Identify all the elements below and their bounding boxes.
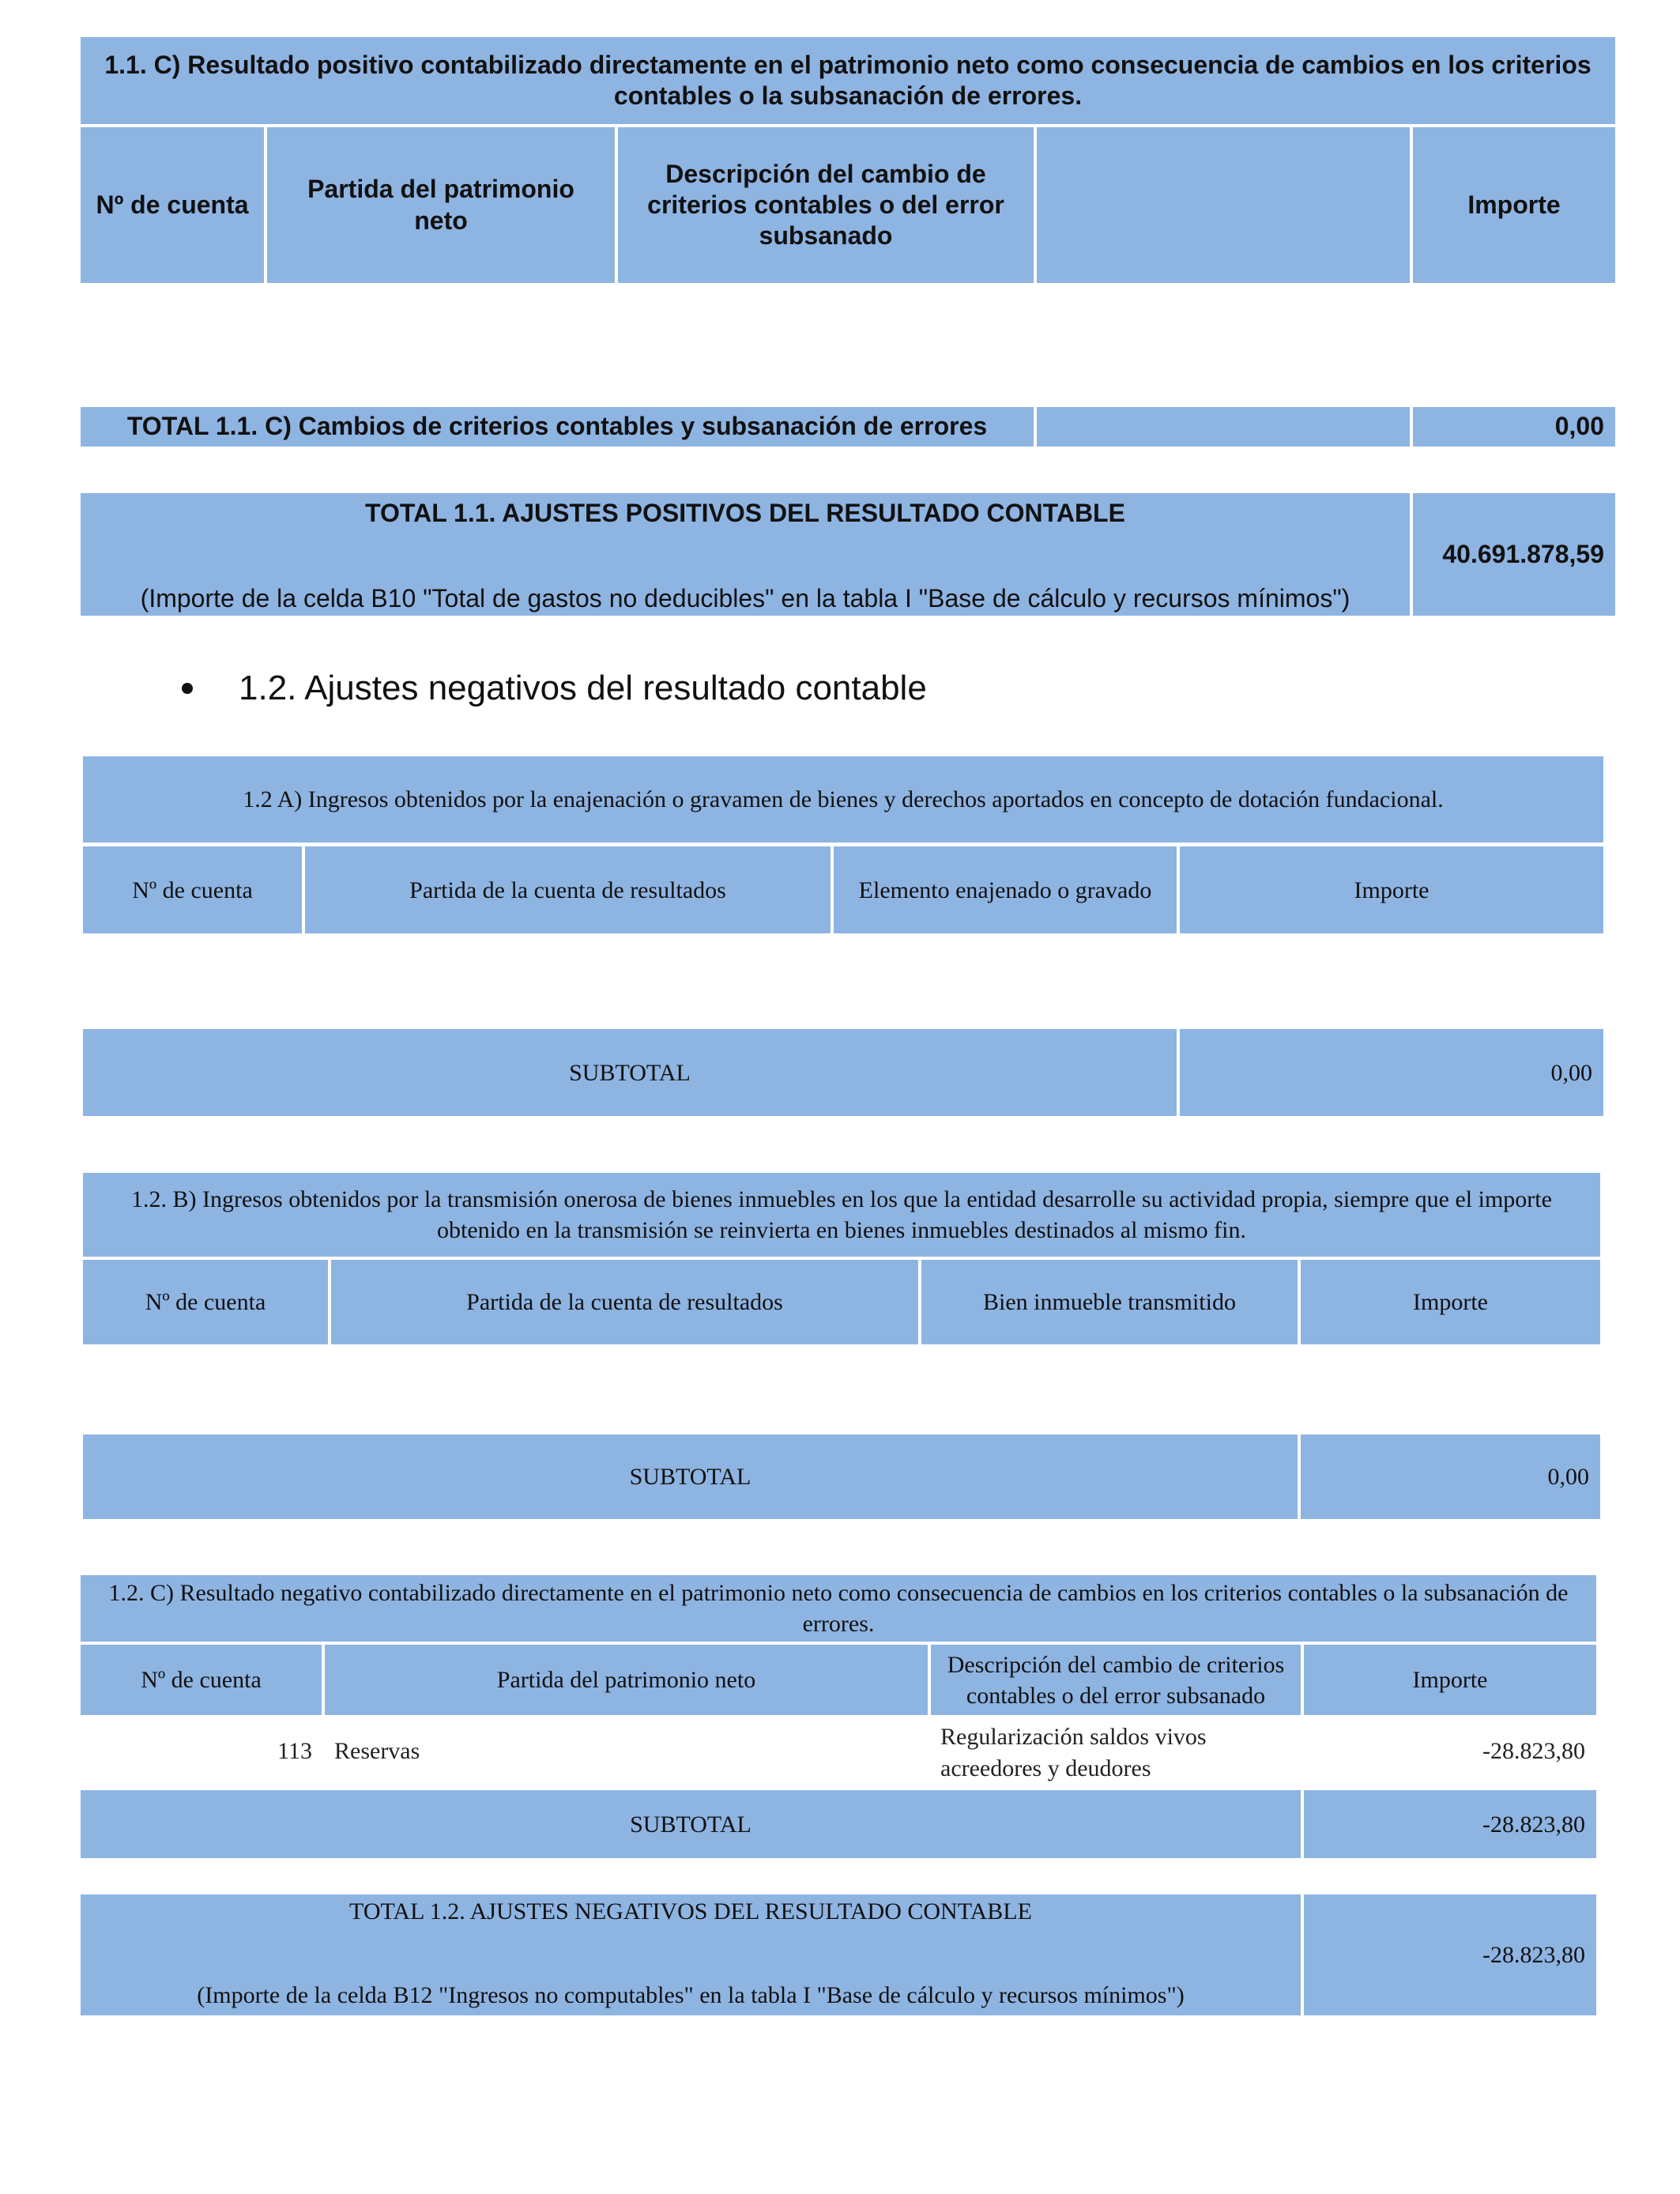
header-text: Descripción del cambio de criterios contables o del error subsanado [947,1651,1285,1709]
section-title-text: 1.1. C) Resultado positivo contabilizado directamente en el patrimonio neto como consecuencia de cambios en los criterios contables o la subsanación de errores. [104,50,1591,110]
col-header-results-item [331,1260,918,1344]
col-header-amount [1304,1645,1596,1715]
total-1-1-c-value [1413,407,1615,447]
subtotal-label-text: SUBTOTAL [630,1811,751,1838]
section-title-text: 1.2 A) Ingresos obtenidos por la enajenación o gravamen de bienes y derechos aportados en concepto de dotación fundacional. [243,786,1444,812]
header-text: Importe [1354,876,1430,903]
section-1-2-heading [182,669,927,708]
total-1-2-note: (Importe de la celda B12 "Ingresos no computables" en la tabla I "Base de cálculo y recursos mínimos") [197,1982,1185,2008]
section-1-2-b-title [83,1173,1600,1257]
subtotal-1-2-a-label [83,1029,1177,1116]
header-text: Elemento enajenado o gravado [858,876,1152,903]
col-header-account [81,127,264,283]
row-equity-item [334,1736,887,1766]
col-header-description [618,127,1034,283]
total-1-2-value [1304,1894,1596,2015]
cell-text: Regularización saldos vivos acreedores y deudores [940,1724,1207,1781]
col-header-property [921,1260,1298,1344]
header-text: Importe [1412,1667,1488,1693]
header-text: Importe [1413,1289,1488,1315]
section-1-2-a-title [83,756,1603,843]
section-1-2-heading-text: 1.2. Ajustes negativos del resultado contable [239,669,927,707]
subtotal-1-2-c-label [81,1790,1301,1858]
section-1-1-c-title [81,37,1615,124]
bullet-icon [182,683,193,694]
total-1-1-c-empty-cell [1037,407,1410,447]
subtotal-1-2-b-label [83,1434,1298,1519]
col-header-account [83,1260,328,1344]
subtotal-label-text: SUBTOTAL [569,1059,691,1086]
subtotal-1-2-b-value [1301,1434,1600,1519]
total-1-1-value [1413,493,1615,616]
row-description [940,1721,1256,1784]
section-title-text: 1.2. B) Ingresos obtenidos por la transmisión onerosa de bienes inmuebles en los que la entidad desarrolle su actividad propia, siempre que el importe obtenido en la transmisión se reinvierta en bienes inmuebles destinados al mismo fin. [131,1186,1552,1243]
col-header-equity-item [325,1645,928,1715]
header-text: Partida del patrimonio neto [307,175,574,235]
total-value-text: 0,00 [1554,412,1604,441]
col-header-equity-item [267,127,615,283]
header-text: Nº de cuenta [141,1667,262,1693]
col-header-amount [1301,1260,1600,1344]
total-1-2-label: TOTAL 1.2. AJUSTES NEGATIVOS DEL RESULTADO CONTABLE [349,1898,1032,1924]
subtotal-label-text: SUBTOTAL [629,1464,751,1490]
subtotal-value-text: 0,00 [1547,1464,1589,1490]
total-1-1-value-text: 40.691.878,59 [1442,539,1604,568]
header-text: Importe [1467,190,1561,219]
cell-text: -28.823,80 [1482,1738,1585,1764]
col-header-description [931,1645,1301,1715]
row-account [81,1736,312,1766]
cell-text: Reservas [334,1738,420,1764]
col-header-amount [1413,127,1615,283]
section-1-2-c-title [81,1575,1596,1642]
cell-text: 113 [277,1738,312,1764]
header-text: Partida de la cuenta de resultados [466,1289,783,1315]
subtotal-value-text: -28.823,80 [1482,1811,1585,1838]
col-header-amount [1180,846,1603,933]
header-text: Partida de la cuenta de resultados [409,876,726,903]
row-amount [1304,1736,1585,1766]
total-1-1-note: (Importe de la celda B10 "Total de gastos no deducibles" en la tabla I "Base de cálculo y recursos mínimos") [140,583,1350,613]
subtotal-1-2-a-value [1180,1029,1603,1116]
total-1-2-value-text: -28.823,80 [1482,1942,1585,1968]
total-1-2-block [81,1894,1301,2015]
header-text: Nº de cuenta [96,190,249,219]
subtotal-value-text: 0,00 [1550,1059,1592,1086]
col-header-account [81,1645,322,1715]
header-text: Descripción del cambio de criterios contables o del error subsanado [647,159,1004,251]
total-1-1-label: TOTAL 1.1. AJUSTES POSITIVOS DEL RESULTADO CONTABLE [365,499,1125,527]
col-header-element [834,846,1177,933]
col-header-results-item [305,846,831,933]
subtotal-1-2-c-value [1304,1790,1596,1858]
header-text: Nº de cuenta [145,1289,266,1315]
section-title-text: 1.2. C) Resultado negativo contabilizado directamente en el patrimonio neto como consecuencia de cambios en los criterios contables o la subsanación de errores. [108,1580,1569,1637]
header-text: Partida del patrimonio neto [496,1667,756,1693]
total-1-1-block [81,493,1410,616]
header-text: Bien inmueble transmitido [983,1289,1236,1315]
total-1-1-c-label [81,407,1034,447]
col-header-account [83,846,302,933]
col-header-empty [1037,127,1410,283]
total-label-text: TOTAL 1.1. C) Cambios de criterios contables y subsanación de errores [126,412,988,441]
header-text: Nº de cuenta [132,876,253,903]
